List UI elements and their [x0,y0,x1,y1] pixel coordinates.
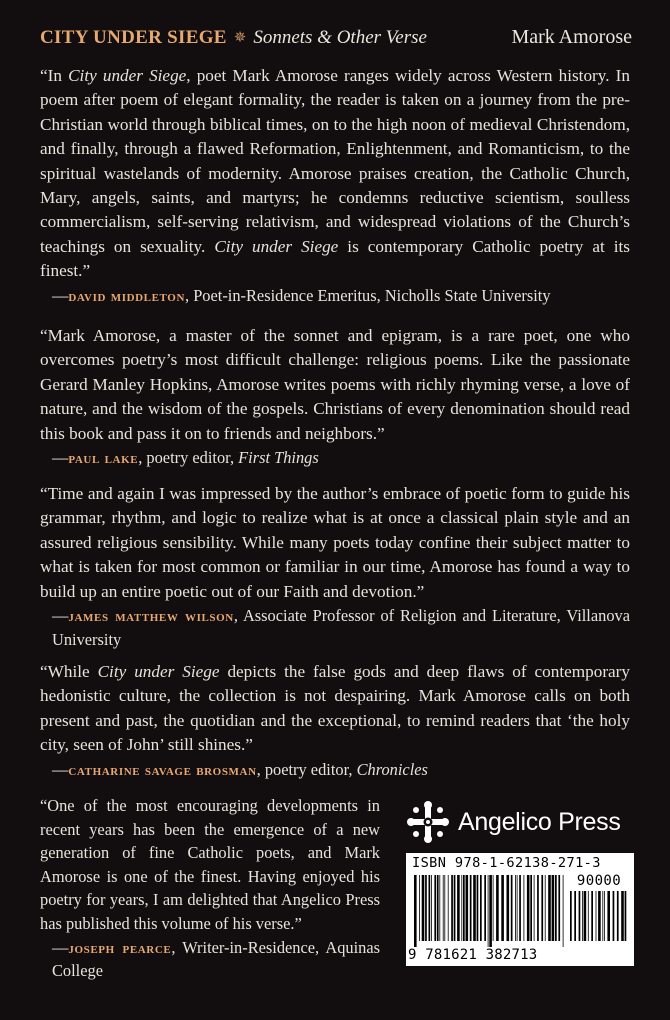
publisher-logo [406,794,636,850]
book-subtitle: Sonnets & Other Verse [253,27,427,48]
star-ornament-icon: ✵ [233,30,247,46]
publisher-name: Angelico Press [458,807,621,836]
blurb-attribution: —catharine savage brosman, poetry editor, Chronicles [52,759,428,779]
blurb-3 [40,482,630,652]
cross-ornament-icon [406,800,450,844]
endorser-name: james matthew wilson [68,606,234,626]
ean-number: 9 781621 382713 [408,947,538,963]
blurb-text: “One of the most encouraging developments in recent years has been the emergence of a new generation of fine Catholic poets, and Mark Amorose is one of the finest. Having enjoyed his poetry for years, I am delighted that Angelico Press has published this volume of his verse.” [40,796,380,933]
blurb-5 [40,794,380,982]
book-title: CITY UNDER SIEGE [40,27,227,48]
blurb-attribution: —joseph pearce, Writer-in-Residence, Aquinas College [52,937,380,980]
addon-barcode-bars [570,891,628,947]
endorser-name: paul lake [68,448,139,468]
author-name: Mark Amorose [511,26,632,48]
endorser-name: catharine savage brosman [68,759,257,779]
blurb-attribution: —james matthew wilson, Associate Professor of Religion and Literature, Villanova University [52,606,630,650]
blurb-text: “While City under Siege depicts the false gods and deep flaws of contemporary hedonistic culture, the collection is not despairing. Mark Amorose calls on both present and past, the quotidian and the exceptional, to remind readers that ‘the holy city, seen of John’ still shines.” [40,662,630,755]
cover-header [40,26,632,56]
blurb-attribution: —paul lake, poetry editor, First Things [52,448,319,468]
endorser-name: joseph pearce [68,937,172,957]
isbn-label: ISBN 978-1-62138-271-3 [412,855,601,871]
isbn-barcode [406,853,634,966]
barcode-addon-number: 90000 [576,873,622,889]
endorser-name: david middleton [68,285,185,305]
ean-barcode-bars [414,875,564,947]
blurb-4 [40,660,630,782]
blurb-text: “Mark Amorose, a master of the sonnet and epigram, is a rare poet, one who overcomes poetry’s most difficult challenge: religious poems. Like the passionate Gerard Manley Hopkins, Amorose writes poems with richly rhyming verse, a love of nature, and the wisdom of the gospels. Christians of every denomination should read this book and pass it on to friends and neighbors.” [40,326,630,443]
blurb-2 [40,324,630,470]
blurb-text: “In City under Siege, poet Mark Amorose ranges widely across Western history. In poem after poem of elegant formality, the reader is taken on a journey from the pre-Christian world through biblical times, on to the high noon of medieval Christendom, and finally, through a flawed Reformation, Enlightenment, and Romanticism, to the spiritual wastelands of modernity. Amorose praises creation, the Catholic Church, Mary, angels, saints, and martyrs; he condemns reductive scientism, soulless commercialism, self-serving relativism, and widespread violations of the Church’s teachings on sexuality. City under Siege is contemporary Catholic poetry at its finest.” [40,66,630,281]
blurb-1 [40,64,630,308]
blurb-attribution: —david middleton, Poet-in-Residence Emeritus, Nicholls State University [52,285,551,305]
blurb-text: “Time and again I was impressed by the author’s embrace of poetic form to guide his grammar, rhythm, and logic to realize what is at once a classical plain style and an assured religious sensibility. While many poets today confine their subject matter to what is taken for most common or familiar in our time, Amorose has found a way to build up an entire poetic out of our Faith and devotion.” [40,484,630,601]
